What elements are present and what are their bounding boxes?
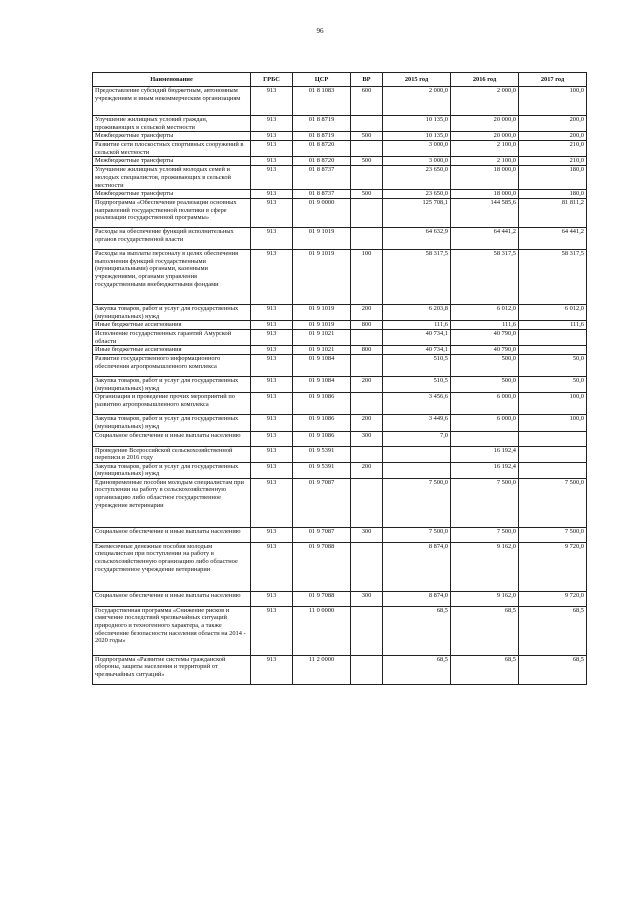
cell-2015: 111,6 <box>383 321 451 330</box>
cell-grbs: 913 <box>251 431 293 446</box>
table-row <box>93 355 587 377</box>
cell-grbs: 913 <box>251 655 293 684</box>
cell-vr <box>351 478 383 527</box>
cell-name: Исполнение государственных гарантий Амурской области <box>93 329 251 345</box>
cell-vr: 300 <box>351 527 383 542</box>
cell-csr: 01 9 1019 <box>293 321 351 330</box>
cell-csr: 01 9 1019 <box>293 250 351 305</box>
cell-2017: 200,0 <box>519 132 587 141</box>
cell-csr: 01 9 1021 <box>293 346 351 355</box>
cell-vr: 300 <box>351 431 383 446</box>
cell-csr: 01 9 1084 <box>293 377 351 393</box>
cell-2016: 9 162,0 <box>451 542 519 591</box>
cell-2016: 6 000,0 <box>451 393 519 415</box>
cell-2015: 7 500,0 <box>383 478 451 527</box>
table-row <box>93 591 587 606</box>
cell-csr: 01 9 1084 <box>293 355 351 377</box>
cell-name: Социальное обеспечение и иные выплаты населению <box>93 431 251 446</box>
cell-2017: 100,0 <box>519 393 587 415</box>
table-row <box>93 166 587 190</box>
cell-vr: 200 <box>351 415 383 431</box>
cell-vr: 500 <box>351 132 383 141</box>
cell-csr: 01 9 1019 <box>293 228 351 250</box>
cell-name: Иные бюджетные ассигнования <box>93 346 251 355</box>
cell-vr: 100 <box>351 250 383 305</box>
cell-vr: 200 <box>351 305 383 321</box>
cell-name: Подпрограмма «Развитие системы гражданской обороны, защиты населения и территорий от чрезвычайных ситуаций» <box>93 655 251 684</box>
cell-2015: 40 734,1 <box>383 329 451 345</box>
cell-2015: 510,5 <box>383 377 451 393</box>
table-row <box>93 157 587 166</box>
cell-csr: 01 9 7088 <box>293 591 351 606</box>
cell-2017: 50,0 <box>519 355 587 377</box>
cell-2015: 40 734,1 <box>383 346 451 355</box>
cell-2016: 68,5 <box>451 655 519 684</box>
cell-name: Проведение Всероссийской сельскохозяйственной переписи в 2016 году <box>93 446 251 462</box>
cell-2017: 100,0 <box>519 415 587 431</box>
cell-name: Развитие государственного информационного обеспечения агропромышленного комплекса <box>93 355 251 377</box>
cell-name: Межбюджетные трансферты <box>93 132 251 141</box>
header-grbs: ГРБС <box>251 73 293 87</box>
cell-grbs: 913 <box>251 116 293 132</box>
cell-name: Закупка товаров, работ и услуг для государственных (муниципальных) нужд <box>93 377 251 393</box>
cell-grbs: 913 <box>251 250 293 305</box>
cell-2016: 6 000,0 <box>451 415 519 431</box>
cell-csr: 01 8 8737 <box>293 166 351 190</box>
cell-2016: 20 000,0 <box>451 132 519 141</box>
cell-csr: 01 9 1086 <box>293 431 351 446</box>
cell-2017: 68,5 <box>519 655 587 684</box>
cell-grbs: 913 <box>251 606 293 655</box>
cell-name: Ежемесячные денежные пособия молодым специалистам при поступлении на работу в сельскохозяйственную организацию либо областное государственное учреждение ветеринарии <box>93 542 251 591</box>
cell-name: Улучшение жилищных условий молодых семей и молодых специалистов, проживающих в сельской местности <box>93 166 251 190</box>
cell-2017: 81 811,2 <box>519 199 587 228</box>
table-row <box>93 329 587 345</box>
budget-table <box>92 72 587 685</box>
cell-2017: 200,0 <box>519 116 587 132</box>
cell-grbs: 913 <box>251 321 293 330</box>
cell-2017: 58 317,5 <box>519 250 587 305</box>
cell-2017: 6 012,0 <box>519 305 587 321</box>
cell-vr: 800 <box>351 346 383 355</box>
cell-vr: 300 <box>351 591 383 606</box>
cell-2015: 6 203,8 <box>383 305 451 321</box>
cell-csr: 11 2 0000 <box>293 655 351 684</box>
table-row <box>93 305 587 321</box>
cell-2015: 10 135,0 <box>383 132 451 141</box>
cell-2017: 180,0 <box>519 190 587 199</box>
cell-csr: 01 8 8720 <box>293 157 351 166</box>
cell-csr: 01 9 5391 <box>293 462 351 478</box>
table-row <box>93 393 587 415</box>
cell-grbs: 913 <box>251 478 293 527</box>
cell-2017: 9 720,0 <box>519 591 587 606</box>
cell-name: Закупка товаров, работ и услуг для государственных (муниципальных) нужд <box>93 415 251 431</box>
cell-2015: 510,5 <box>383 355 451 377</box>
table-row <box>93 321 587 330</box>
table-row <box>93 199 587 228</box>
cell-vr <box>351 393 383 415</box>
header-year-2017: 2017 год <box>519 73 587 87</box>
table-row <box>93 415 587 431</box>
cell-grbs: 913 <box>251 542 293 591</box>
cell-2015: 2 000,0 <box>383 87 451 116</box>
cell-csr: 01 9 7087 <box>293 527 351 542</box>
cell-grbs: 913 <box>251 355 293 377</box>
cell-vr: 600 <box>351 87 383 116</box>
cell-2017: 68,5 <box>519 606 587 655</box>
cell-vr <box>351 329 383 345</box>
cell-vr <box>351 446 383 462</box>
cell-2017: 7 500,0 <box>519 478 587 527</box>
cell-2017: 210,0 <box>519 141 587 157</box>
cell-grbs: 913 <box>251 446 293 462</box>
cell-grbs: 913 <box>251 190 293 199</box>
table-row <box>93 377 587 393</box>
cell-2015: 7 500,0 <box>383 527 451 542</box>
cell-grbs: 913 <box>251 157 293 166</box>
cell-2015: 23 650,0 <box>383 190 451 199</box>
cell-grbs: 913 <box>251 141 293 157</box>
cell-name: Предоставление субсидий бюджетным, автономным учреждениям и иным некоммерческим организациям <box>93 87 251 116</box>
cell-grbs: 913 <box>251 527 293 542</box>
cell-2016: 2 100,0 <box>451 141 519 157</box>
cell-csr: 01 8 8720 <box>293 141 351 157</box>
cell-grbs: 913 <box>251 377 293 393</box>
cell-name: Социальное обеспечение и иные выплаты населению <box>93 591 251 606</box>
cell-2017 <box>519 329 587 345</box>
cell-2016: 6 012,0 <box>451 305 519 321</box>
cell-2015: 125 708,1 <box>383 199 451 228</box>
cell-name: Единовременные пособия молодым специалистам при поступлении на работу в сельскохозяйственную организацию либо областное государственное учреждение ветеринарии <box>93 478 251 527</box>
cell-2017 <box>519 446 587 462</box>
table-row <box>93 542 587 591</box>
table-row <box>93 132 587 141</box>
cell-csr: 01 9 7088 <box>293 542 351 591</box>
cell-2015 <box>383 446 451 462</box>
cell-2017: 100,0 <box>519 87 587 116</box>
table-row <box>93 606 587 655</box>
cell-grbs: 913 <box>251 87 293 116</box>
table-row <box>93 478 587 527</box>
cell-2015: 10 135,0 <box>383 116 451 132</box>
cell-name: Развитие сети плоскостных спортивных сооружений в сельской местности <box>93 141 251 157</box>
cell-csr: 01 9 1019 <box>293 305 351 321</box>
cell-vr <box>351 355 383 377</box>
cell-2016: 18 000,0 <box>451 190 519 199</box>
cell-name: Закупка товаров, работ и услуг для государственных (муниципальных) нужд <box>93 462 251 478</box>
cell-vr <box>351 606 383 655</box>
cell-csr: 01 8 8737 <box>293 190 351 199</box>
header-vr: ВР <box>351 73 383 87</box>
cell-vr: 500 <box>351 157 383 166</box>
cell-vr <box>351 141 383 157</box>
cell-grbs: 913 <box>251 591 293 606</box>
cell-2017 <box>519 431 587 446</box>
cell-2016: 7 500,0 <box>451 478 519 527</box>
table-row <box>93 116 587 132</box>
cell-2015: 23 650,0 <box>383 166 451 190</box>
cell-2015 <box>383 462 451 478</box>
cell-csr: 11 0 0000 <box>293 606 351 655</box>
cell-2016: 18 000,0 <box>451 166 519 190</box>
table-row <box>93 446 587 462</box>
cell-name: Подпрограмма «Обеспечение реализации основных направлений государственной политики в сфере реализации государственной программы» <box>93 199 251 228</box>
cell-2017: 111,6 <box>519 321 587 330</box>
cell-vr <box>351 542 383 591</box>
cell-2016: 16 192,4 <box>451 446 519 462</box>
cell-2015: 3 449,6 <box>383 415 451 431</box>
header-year-2016: 2016 год <box>451 73 519 87</box>
cell-2015: 68,5 <box>383 606 451 655</box>
cell-csr: 01 9 1021 <box>293 329 351 345</box>
cell-2017: 50,0 <box>519 377 587 393</box>
table-row <box>93 141 587 157</box>
cell-vr <box>351 199 383 228</box>
table-header-row <box>93 73 587 87</box>
cell-2016: 40 790,0 <box>451 329 519 345</box>
cell-2016 <box>451 431 519 446</box>
cell-name: Улучшение жилищных условий граждан, проживающих в сельской местности <box>93 116 251 132</box>
cell-vr <box>351 116 383 132</box>
cell-2016: 7 500,0 <box>451 527 519 542</box>
cell-vr: 200 <box>351 377 383 393</box>
cell-grbs: 913 <box>251 132 293 141</box>
cell-vr: 200 <box>351 462 383 478</box>
cell-name: Межбюджетные трансферты <box>93 157 251 166</box>
cell-2016: 500,0 <box>451 355 519 377</box>
cell-2016: 20 000,0 <box>451 116 519 132</box>
cell-name: Расходы на обеспечение функций исполнительных органов государственной власти <box>93 228 251 250</box>
table-row <box>93 431 587 446</box>
cell-csr: 01 9 7087 <box>293 478 351 527</box>
cell-csr: 01 9 5391 <box>293 446 351 462</box>
header-year-2015: 2015 год <box>383 73 451 87</box>
cell-grbs: 913 <box>251 228 293 250</box>
cell-grbs: 913 <box>251 329 293 345</box>
cell-csr: 01 8 1083 <box>293 87 351 116</box>
cell-name: Организация и проведение прочих мероприятий по развитию агропромышленного комплекса <box>93 393 251 415</box>
cell-2017: 64 441,2 <box>519 228 587 250</box>
cell-2016: 64 441,2 <box>451 228 519 250</box>
cell-grbs: 913 <box>251 415 293 431</box>
cell-2016: 2 100,0 <box>451 157 519 166</box>
cell-grbs: 913 <box>251 199 293 228</box>
cell-2017: 9 720,0 <box>519 542 587 591</box>
header-name: Наименование <box>93 73 251 87</box>
cell-2017: 7 500,0 <box>519 527 587 542</box>
cell-2016: 111,6 <box>451 321 519 330</box>
cell-2015: 3 456,6 <box>383 393 451 415</box>
cell-name: Социальное обеспечение и иные выплаты населению <box>93 527 251 542</box>
cell-2015: 64 632,9 <box>383 228 451 250</box>
cell-grbs: 913 <box>251 305 293 321</box>
cell-name: Межбюджетные трансферты <box>93 190 251 199</box>
cell-vr: 500 <box>351 190 383 199</box>
table-row <box>93 250 587 305</box>
table-row <box>93 87 587 116</box>
cell-2015: 3 000,0 <box>383 157 451 166</box>
cell-2016: 16 192,4 <box>451 462 519 478</box>
cell-csr: 01 9 1086 <box>293 415 351 431</box>
cell-csr: 01 9 1086 <box>293 393 351 415</box>
cell-2015: 8 874,0 <box>383 591 451 606</box>
cell-vr: 800 <box>351 321 383 330</box>
table-row <box>93 190 587 199</box>
cell-2015: 7,0 <box>383 431 451 446</box>
cell-2017: 180,0 <box>519 166 587 190</box>
table-row <box>93 655 587 684</box>
cell-2015: 8 874,0 <box>383 542 451 591</box>
cell-2016: 500,0 <box>451 377 519 393</box>
cell-2016: 68,5 <box>451 606 519 655</box>
cell-csr: 01 8 8719 <box>293 132 351 141</box>
table-row <box>93 462 587 478</box>
cell-2017 <box>519 346 587 355</box>
cell-2017 <box>519 462 587 478</box>
cell-vr <box>351 655 383 684</box>
header-csr: ЦСР <box>293 73 351 87</box>
cell-2016: 2 000,0 <box>451 87 519 116</box>
cell-csr: 01 8 8719 <box>293 116 351 132</box>
cell-2016: 40 790,0 <box>451 346 519 355</box>
cell-grbs: 913 <box>251 166 293 190</box>
cell-2016: 9 162,0 <box>451 591 519 606</box>
cell-vr <box>351 166 383 190</box>
page-number: 96 <box>316 27 324 35</box>
cell-grbs: 913 <box>251 462 293 478</box>
cell-grbs: 913 <box>251 346 293 355</box>
cell-name: Государственная программа «Снижение рисков и смягчение последствий чрезвычайных ситуаций природного и техногенного характера, а также обеспечение безопасности населения области на 2014 - 2020 годы» <box>93 606 251 655</box>
cell-2016: 58 317,5 <box>451 250 519 305</box>
table-row <box>93 346 587 355</box>
cell-2017: 210,0 <box>519 157 587 166</box>
cell-name: Иные бюджетные ассигнования <box>93 321 251 330</box>
cell-grbs: 913 <box>251 393 293 415</box>
table-row <box>93 527 587 542</box>
cell-name: Расходы на выплаты персоналу в целях обеспечения выполнения функций государственными (муниципальными) органами, казенными учреждениями, органами управления государственными внебюджетными фондами <box>93 250 251 305</box>
table-row <box>93 228 587 250</box>
cell-2016: 144 585,6 <box>451 199 519 228</box>
cell-2015: 3 000,0 <box>383 141 451 157</box>
cell-vr <box>351 228 383 250</box>
cell-2015: 68,5 <box>383 655 451 684</box>
cell-name: Закупка товаров, работ и услуг для государственных (муниципальных) нужд <box>93 305 251 321</box>
cell-csr: 01 9 0000 <box>293 199 351 228</box>
cell-2015: 58 317,5 <box>383 250 451 305</box>
